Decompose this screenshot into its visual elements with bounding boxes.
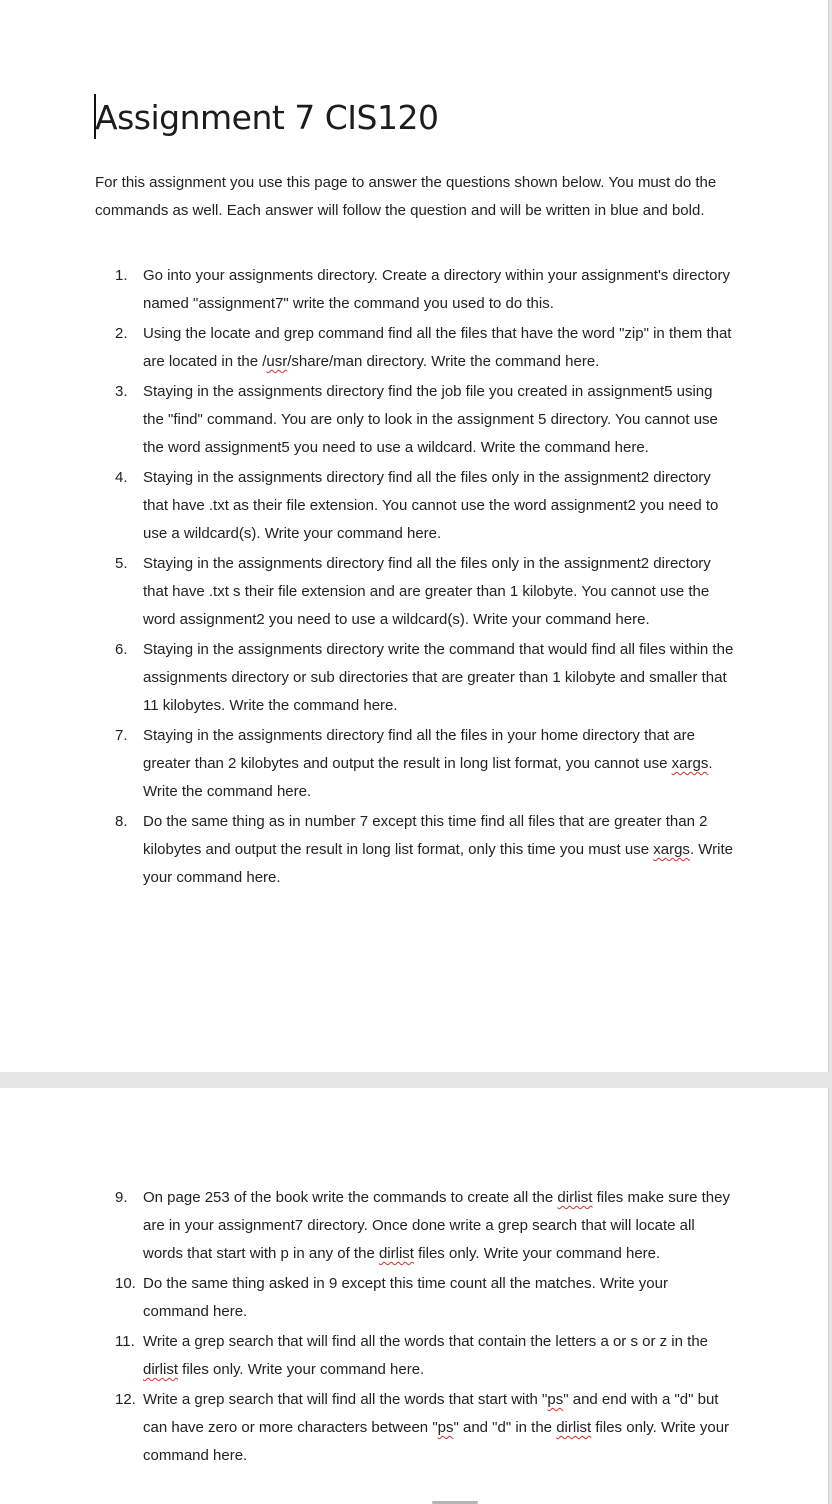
question-item[interactable] [115, 1328, 735, 1384]
misspelled-word[interactable]: usr [266, 353, 288, 370]
question-text: files only. Write your command here. [178, 1361, 425, 1378]
question-text: files only. Write your command here. [413, 1245, 661, 1262]
question-text: files make sure they are in your assignment7 directory. Once done write a grep search that will locate all words that start with p in any of the [143, 1189, 730, 1262]
question-text: Write a grep search that will find all the words that contain the letters a or s or z in the [143, 1333, 708, 1350]
question-text: Do the same thing asked in 9 except this time count all the matches. Write your command here. [143, 1275, 668, 1320]
misspelled-word[interactable]: xargs [671, 755, 709, 772]
question-text: . Write the command here. [143, 755, 713, 800]
misspelled-word[interactable]: ps [547, 1391, 564, 1408]
question-item[interactable] [115, 636, 735, 720]
question-text: On page 253 of the book write the commands to create all the [143, 1189, 558, 1206]
intro-paragraph[interactable]: For this assignment you use this page to answer the questions shown below. You must do the commands as well. Each answer will follow the question and will be written in blue and bold. [95, 174, 717, 219]
question-number: 7. [115, 727, 128, 744]
question-item[interactable] [115, 1184, 735, 1268]
question-item[interactable] [115, 808, 735, 892]
question-number: 3. [115, 383, 128, 400]
question-text: Write a grep search that will find all the words that start with " [143, 1391, 548, 1408]
question-text: " and "d" in the [453, 1419, 557, 1436]
misspelled-word[interactable]: dirlist [378, 1245, 414, 1262]
question-item[interactable] [115, 262, 735, 318]
question-number: 10. [115, 1275, 136, 1292]
question-number: 12. [115, 1391, 136, 1408]
question-text: Staying in the assignments directory find all the files in your home directory that are greater than 2 kilobytes and output the result in long list format, you cannot use [143, 727, 695, 772]
misspelled-word[interactable]: xargs [653, 841, 690, 858]
question-number: 11. [115, 1333, 135, 1350]
question-number: 5. [115, 555, 128, 572]
question-item[interactable] [115, 550, 735, 634]
question-text: Staying in the assignments directory find the job file you created in assignment5 using the "find" command. You are only to look in the assignment 5 directory. You cannot use the word assignment5 you need to use a wildcard. Write the command here. [143, 383, 718, 456]
misspelled-word[interactable]: ps [437, 1419, 454, 1436]
misspelled-word[interactable]: dirlist [557, 1189, 593, 1206]
question-item[interactable] [115, 320, 735, 376]
question-number: 6. [115, 641, 128, 658]
question-item[interactable] [115, 378, 735, 462]
misspelled-word[interactable]: dirlist [143, 1361, 179, 1378]
question-number: 8. [115, 813, 128, 830]
question-item[interactable] [115, 464, 735, 548]
question-text: Staying in the assignments directory find all the files only in the assignment2 directory that have .txt s their file extension and are greater than 1 kilobyte. You cannot use the word assignment2 you need to use a wildcard(s). Write your command here. [143, 555, 711, 628]
question-number: 4. [115, 469, 128, 486]
question-number: 2. [115, 325, 128, 342]
misspelled-word[interactable]: dirlist [556, 1419, 592, 1436]
document-title[interactable]: Assignment 7 CIS120 [95, 98, 439, 137]
question-text: Do the same thing as in number 7 except this time find all files that are greater than 2 kilobytes and output the result in long list format, only this time you must use [143, 813, 708, 858]
question-number: 9. [115, 1189, 128, 1206]
question-text: /share/man directory. Write the command here. [287, 353, 600, 370]
question-list-page-1 [115, 262, 735, 894]
question-text: Staying in the assignments directory write the command that would find all files within the assignments directory or sub directories that are greater than 1 kilobyte and smaller that 11 kilobytes. Write the command here. [143, 641, 734, 714]
question-text: . Write your command here. [143, 841, 733, 886]
question-text: Staying in the assignments directory find all the files only in the assignment2 directory that have .txt as their file extension. You cannot use the word assignment2 you need to use a wildcard(s). Write your command here. [143, 469, 719, 542]
question-item[interactable] [115, 722, 735, 806]
question-item[interactable] [115, 1386, 735, 1470]
question-text: Using the locate and grep command find all the files that have the word "zip" in them that are located in the / [143, 325, 732, 370]
question-text: " and end with a "d" but can have zero or more characters between " [143, 1391, 719, 1436]
question-item[interactable] [115, 1270, 735, 1326]
question-number: 1. [115, 267, 128, 284]
question-list-page-2 [115, 1184, 735, 1472]
document-page-2 [0, 1088, 828, 1504]
question-text: files only. Write your command here. [143, 1419, 730, 1464]
question-text: Go into your assignments directory. Create a directory within your assignment's directory named "assignment7" write the command you used to do this. [143, 267, 730, 312]
